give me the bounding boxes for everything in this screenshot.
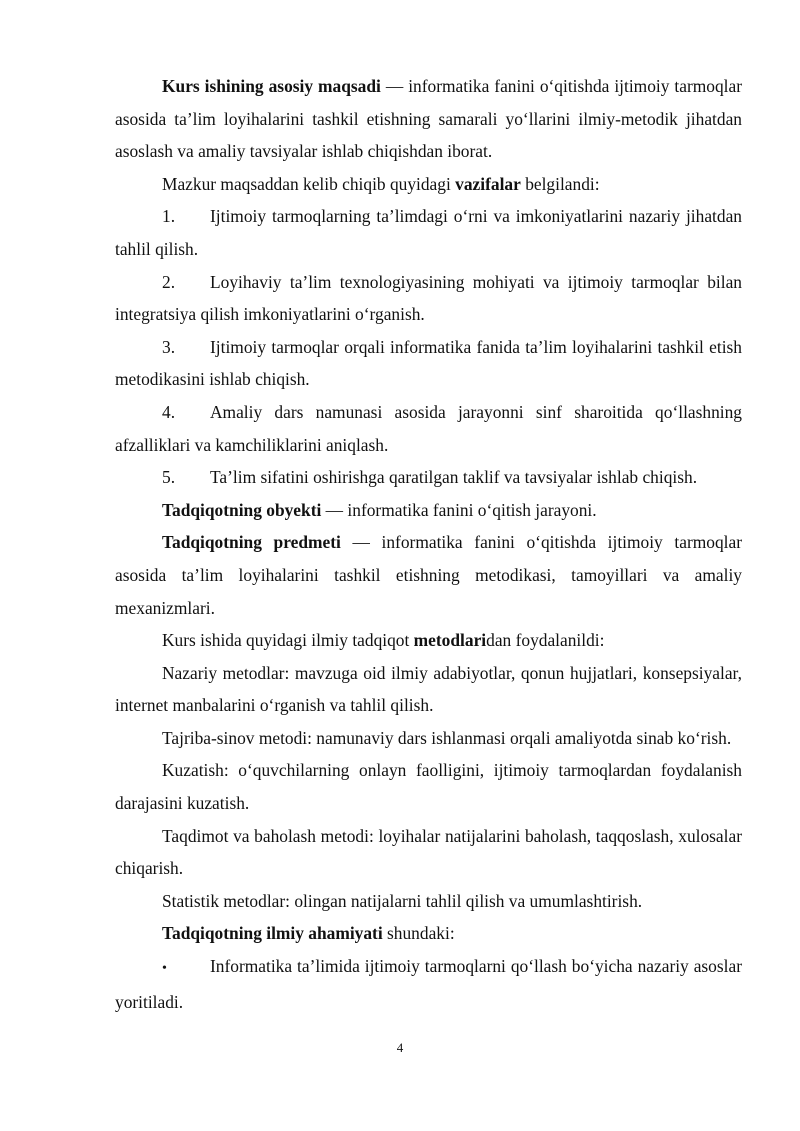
subject-heading: Tadqiqotning predmeti — [162, 532, 341, 553]
methods-heading: metodlari — [413, 630, 487, 651]
method-item-4: Taqdimot va baholash metodi: loyihalar natijalarini baholash, taqqoslash, xulosalar chiqarish. — [115, 825, 742, 879]
object-paragraph — [115, 494, 742, 527]
significance-heading: Tadqiqotning ilmiy ahamiyati — [162, 923, 383, 944]
task-text: Loyihaviy ta’lim texnologiyasining mohiyati va ijtimoiy tarmoqlar bilan integratsiya qilish imkoniyatlarini o‘rganish. — [115, 271, 742, 325]
methods-intro-post: dan foydalanildi: — [486, 630, 605, 651]
task-item-4 — [115, 396, 742, 461]
method-item-1: Nazariy metodlar: mavzuga oid ilmiy adabiyotlar, qonun hujjatlari, konsepsiyalar, internet manbalarini o‘rganish va tahlil qilish. — [115, 662, 742, 716]
method-item-5: Statistik metodlar: olingan natijalarni tahlil qilish va umumlashtirish. — [162, 890, 643, 911]
task-number: 3. — [162, 336, 176, 357]
significance-post: shundaki: — [382, 923, 455, 944]
task-number: 1. — [162, 206, 176, 227]
tasks-intro-pre: Mazkur maqsaddan kelib chiqib quyidagi — [162, 173, 456, 194]
tasks-intro-post: belgilandi: — [520, 173, 600, 194]
significance-paragraph — [115, 917, 742, 950]
goal-heading: Kurs ishining asosiy maqsadi — [162, 76, 381, 96]
method-item-3: Kuzatish: o‘quvchilarning onlayn faolligini, ijtimoiy tarmoqlardan foydalanish darajasini kuzatish. — [115, 760, 742, 814]
methods-intro-pre: Kurs ishida quyidagi ilmiy tadqiqot — [162, 630, 414, 651]
task-item-5 — [115, 461, 742, 494]
task-number: 5. — [162, 467, 176, 488]
task-number: 2. — [162, 271, 176, 292]
task-text: Amaliy dars namunasi asosida jarayonni sinf sharoitida qo‘llashning afzalliklari va kamchiliklarini aniqlash. — [115, 401, 742, 455]
tasks-intro-paragraph — [115, 168, 742, 201]
task-text: Ijtimoiy tarmoqlar orqali informatika fanida ta’lim loyihalarini tashkil etish metodikasini ishlab chiqish. — [115, 336, 742, 390]
document-page — [115, 70, 742, 1018]
subject-text: — informatika fanini o‘qitishda ijtimoiy tarmoqlar asosida ta’lim loyihalarini tashkil etishning metodikasi, tamoyillari va amaliy mexanizmlari. — [115, 532, 742, 618]
task-item-2 — [115, 266, 742, 331]
object-text: — informatika fanini o‘qitish jarayoni. — [321, 499, 597, 520]
task-item-1 — [115, 200, 742, 265]
method-item-2: Tajriba-sinov metodi: namunaviy dars ishlanmasi orqali amaliyotda sinab ko‘rish. — [162, 727, 732, 748]
tasks-heading: vazifalar — [455, 173, 521, 194]
goal-text: — informatika fanini o‘qitishda ijtimoiy tarmoqlar asosida ta’lim loyihalarini tashkil etishning samarali yo‘llarini ilmiy-metodik jihatdan asoslash va amaliy tavsiyalar ishlab chiqishdan iborat. — [115, 76, 742, 162]
object-heading: Tadqiqotning obyekti — [162, 499, 322, 520]
bullet-icon: • — [162, 961, 167, 977]
page-number: 4 — [396, 1040, 404, 1055]
subject-paragraph — [115, 526, 742, 624]
task-text: Ijtimoiy tarmoqlarning ta’limdagi o‘rni va imkoniyatlarini nazariy jihatdan tahlil qilish. — [115, 206, 742, 259]
methods-intro-paragraph — [115, 624, 742, 657]
bullet-text: Informatika ta’limida ijtimoiy tarmoqlarni qo‘llash bo‘yicha nazariy asoslar yoritiladi. — [115, 956, 742, 1012]
task-text: Ta’lim sifatini oshirishga qaratilgan taklif va tavsiyalar ishlab chiqish. — [210, 467, 698, 488]
goal-paragraph — [115, 70, 742, 168]
task-item-3 — [115, 331, 742, 396]
bullet-item-1 — [115, 950, 742, 1018]
task-number: 4. — [162, 401, 176, 422]
